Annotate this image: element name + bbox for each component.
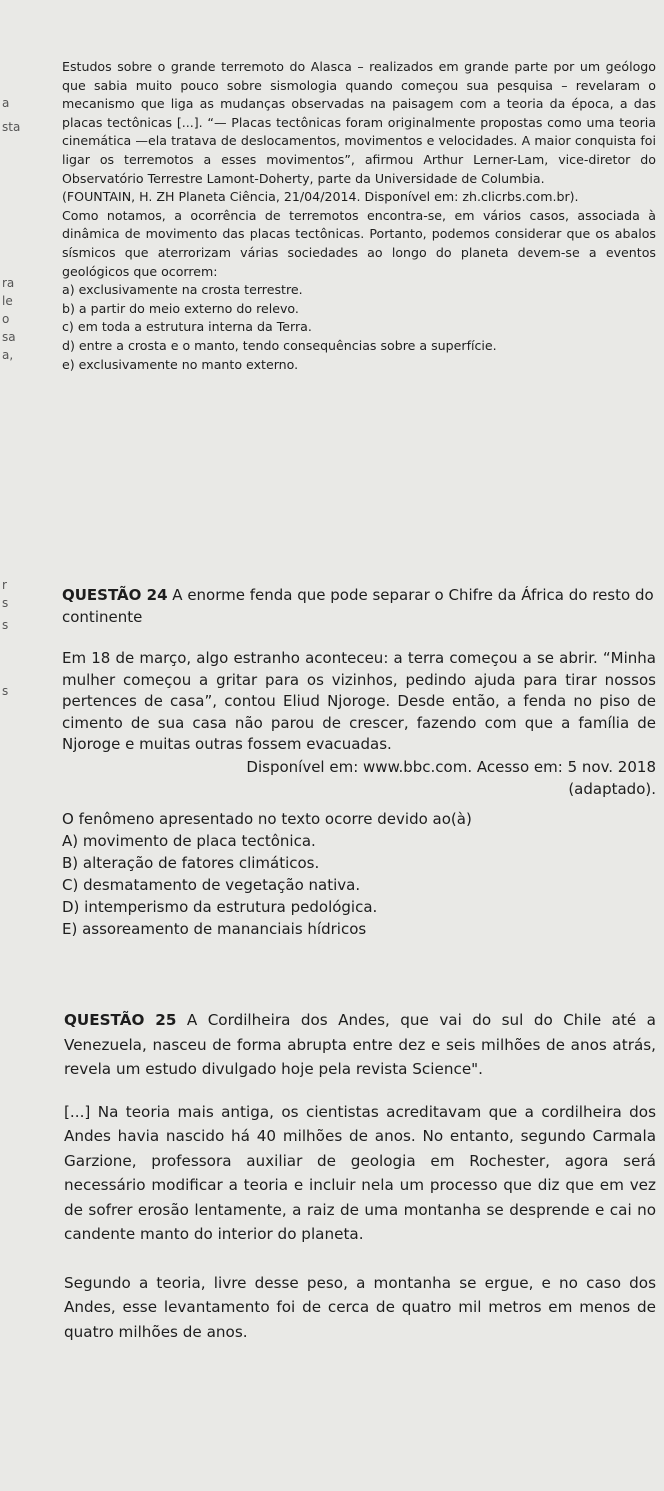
margin-fragment: le	[2, 294, 13, 308]
question-25-intro-text: A Cordilheira dos Andes, que vai do sul do Chile até a Venezuela, nasceu de forma abrupta entre dez e seis milhões de anos atrás, revela um estudo divulgado hoje pela revista Science".	[64, 1011, 656, 1078]
question-24-body: Em 18 de março, algo estranho aconteceu: a terra começou a se abrir. “Minha mulher começou a gritar para os vizinhos, pedindo ajuda para tirar nossos pertences de casa”, contou Eliud Njoroge. Desde então, a fenda no piso de cimento de sua casa não parou de crescer, fazendo com que a família de Njoroge e muitas outras fossem evacuadas.	[62, 649, 656, 754]
question-24-source-note: (adaptado).	[568, 779, 656, 798]
question-24-stem: O fenômeno apresentado no texto ocorre devido ao(à)	[62, 809, 472, 828]
question-25-label: QUESTÃO 25	[64, 1011, 177, 1029]
option-e: e) exclusivamente no manto externo.	[62, 356, 299, 372]
margin-fragment: a,	[2, 348, 14, 362]
left-margin-fragments	[0, 0, 40, 1491]
option-c: c) em toda a estrutura interna da Terra.	[62, 319, 312, 335]
question-24-label: QUESTÃO 24	[62, 586, 168, 604]
question-24-heading	[62, 584, 656, 628]
margin-fragment: s	[2, 684, 9, 698]
margin-fragment: s	[2, 618, 9, 632]
question-25	[64, 1008, 656, 1344]
option-a: a) exclusivamente na crosta terrestre.	[62, 282, 303, 298]
previous-question-text	[62, 58, 656, 374]
option-e: E) assoreamento de mananciais hídricos	[62, 919, 367, 938]
citation: (FOUNTAIN, H. ZH Planeta Ciência, 21/04/2014. Disponível em: zh.clicrbs.com.br).	[62, 189, 579, 205]
question-24-title: A enorme fenda que pode separar o Chifre da África do resto do continente	[62, 586, 654, 626]
margin-fragment: ra	[2, 276, 15, 290]
option-d: D) intemperismo da estrutura pedológica.	[62, 897, 378, 916]
option-b: b) a partir do meio externo do relevo.	[62, 300, 299, 316]
margin-fragment: s	[2, 596, 9, 610]
option-d: d) entre a crosta e o manto, tendo consequências sobre a superfície.	[62, 337, 497, 353]
margin-fragment: sa	[2, 330, 16, 344]
question-25-paragraph-2: Segundo a teoria, livre desse peso, a montanha se ergue, e no caso dos Andes, esse levantamento foi de cerca de quatro mil metros em menos de quatro milhões de anos.	[64, 1273, 656, 1341]
option-b: B) alteração de fatores climáticos.	[62, 853, 320, 872]
question-stem: Como notamos, a ocorrência de terremotos encontra-se, em vários casos, associada à dinâmica de movimento das placas tectônicas. Portanto, podemos considerar que os abalos sísmicos que aterrorizam várias sociedades ao longo do planeta devem-se a eventos geológicos que ocorrem:	[62, 207, 656, 279]
margin-fragment: a	[2, 96, 10, 110]
quoted-paragraph: Estudos sobre o grande terremoto do Alasca – realizados em grande parte por um geólogo que sabia muito pouco sobre sismologia quando começou sua pesquisa – revelaram o mecanismo que liga as mudanças observadas na paisagem com a teoria da época, a das placas tectônicas [...]. “— Placas tectônicas foram originalmente propostas como uma teoria cinemática —ela tratava de deslocamentos, movimentos e velocidades. A maior conquista foi ligar os terremotos a esses movimentos”, afirmou Arthur Lerner-Lam, vice-diretor do Observatório Terrestre Lamont-Doherty, parte da Universidade de Columbia.	[62, 59, 656, 186]
option-a: A) movimento de placa tectônica.	[62, 831, 316, 850]
margin-fragment: sta	[2, 120, 21, 134]
question-24-source: Disponível em: www.bbc.com. Acesso em: 5 nov. 2018	[246, 757, 656, 776]
question-25-intro	[64, 1008, 656, 1082]
option-c: C) desmatamento de vegetação nativa.	[62, 875, 361, 894]
question-24	[62, 584, 656, 940]
question-24-options	[62, 830, 656, 940]
question-25-paragraph-1: [...] Na teoria mais antiga, os cientistas acreditavam que a cordilheira dos Andes havia nascido há 40 milhões de anos. No entanto, segundo Carmala Garzione, professora auxiliar de geologia em Rochester, agora será necessário modificar a teoria e incluir nela um processo que diz que em vez de sofrer erosão lentamente, a raiz de uma montanha se desprende e cai no candente manto do interior do planeta.	[64, 1102, 656, 1243]
margin-fragment: r	[2, 578, 7, 592]
margin-fragment: o	[2, 312, 10, 326]
